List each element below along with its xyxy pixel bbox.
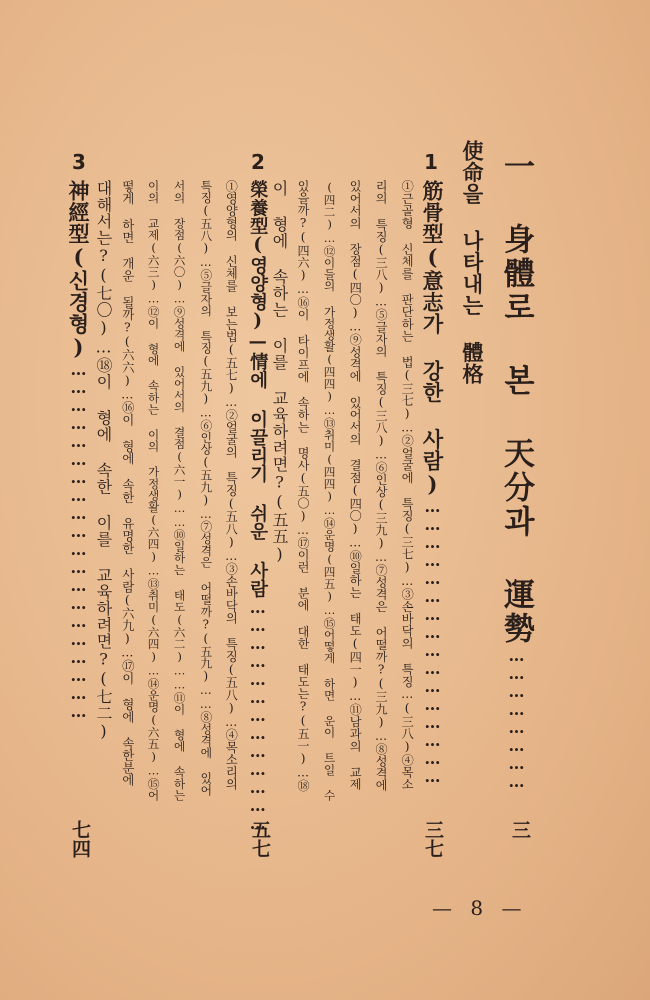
section-1-line: 있을까?(四六)…⑯이 타이프에 속하는 명사(五〇)…⑰이런 분에 대한 태도는?(五一)…⑱ xyxy=(296,180,311,792)
section-1-leader: ………………………………………… xyxy=(423,497,442,785)
section-intro: 使命을 나타내는 體格 xyxy=(460,140,485,385)
section-1-number: 1 xyxy=(424,150,438,174)
section-2-line: 특징(五八)…⑤글자의 특징(五九)…⑥인상(五九)…⑦성격은 어떨까?(五九)……⑧성격에 있어 xyxy=(198,180,213,796)
section-1-line: (四二)…⑫이들의 가정생활(四四)…⑬취미(四四)…⑭운명(四五)…⑮어떻게 하면 운이 트일 수 xyxy=(322,180,337,801)
section-2-line: 떻게 하면 개운 될까?(六六)…⑯이 형에 속한 유명한 사람(六九)…⑰이 형에 속한분에 xyxy=(120,180,135,787)
section-3-number: 3 xyxy=(72,150,86,174)
chapter-title-leader: …………………… xyxy=(507,646,526,790)
section-2-leader: ………………………………… xyxy=(248,597,268,832)
section-1-line: ①근골형 신체를 판단하는 법(三七)…②얼굴에 특징(三七)…③손바닥의 특징…(三八)④목소 xyxy=(400,180,415,791)
section-1-page-number: 三七 xyxy=(422,820,444,858)
section-1-line: 리의 특징(三八)…⑤글자의 특징(三八)…⑥인상(三九)…⑦성격은 어떨까?(三九)…⑧성격에 xyxy=(374,180,389,792)
page-folio: — 8 — xyxy=(432,896,528,920)
section-3-heading: 神經型(신경형)…………………………………………………… xyxy=(66,180,91,720)
section-2-line: 이의 교제(六三)…⑫이 형에 속하는 이의 가정생활(六四)…⑬취미(六四)…⑭운명(六五)…⑮어 xyxy=(146,180,161,801)
section-1-heading: 筋骨型(意志가 강한 사람)………………………………………… xyxy=(420,180,445,785)
chapter-title: 一 身體로 본 天分과 運勢…………………… xyxy=(498,150,534,790)
section-2-line: 서의 장점(六〇)…⑨성격에 있어서의 결점(六一)……⑩일하는 태도(六二)……⑪이 형에 속하는 xyxy=(172,180,187,801)
section-2-number: 2 xyxy=(251,150,265,174)
section-3-page-number: 七四 xyxy=(69,820,91,858)
section-2-line: 대해서는?(七〇)…⑱이 형에 속한 이를 교육하려면?(七二) xyxy=(94,180,113,741)
chapter-page-number: 三 xyxy=(509,820,531,839)
section-1-line: 있어서의 장점(四〇)…⑨성격에 있어서의 결점(四〇)…⑩일하는 태도(四一)…⑪남과의 교제 xyxy=(348,180,363,791)
section-3-leader: …………………………………………………… xyxy=(69,360,88,720)
section-2-page-number: 五七 xyxy=(249,820,271,858)
section-1-line: 이 형에 속하는 이를 교육하려면?(五五) xyxy=(270,180,289,564)
section-2-heading: 榮養型(영양형)—情에 이끌리기 쉬운 사람………………………………… xyxy=(247,180,269,832)
section-2-line: ①영양형의 신체를 보는법(五七)…②얼굴의 특징(五八)…③손바닥의 특징(五八)…④목소리의 xyxy=(224,180,239,791)
